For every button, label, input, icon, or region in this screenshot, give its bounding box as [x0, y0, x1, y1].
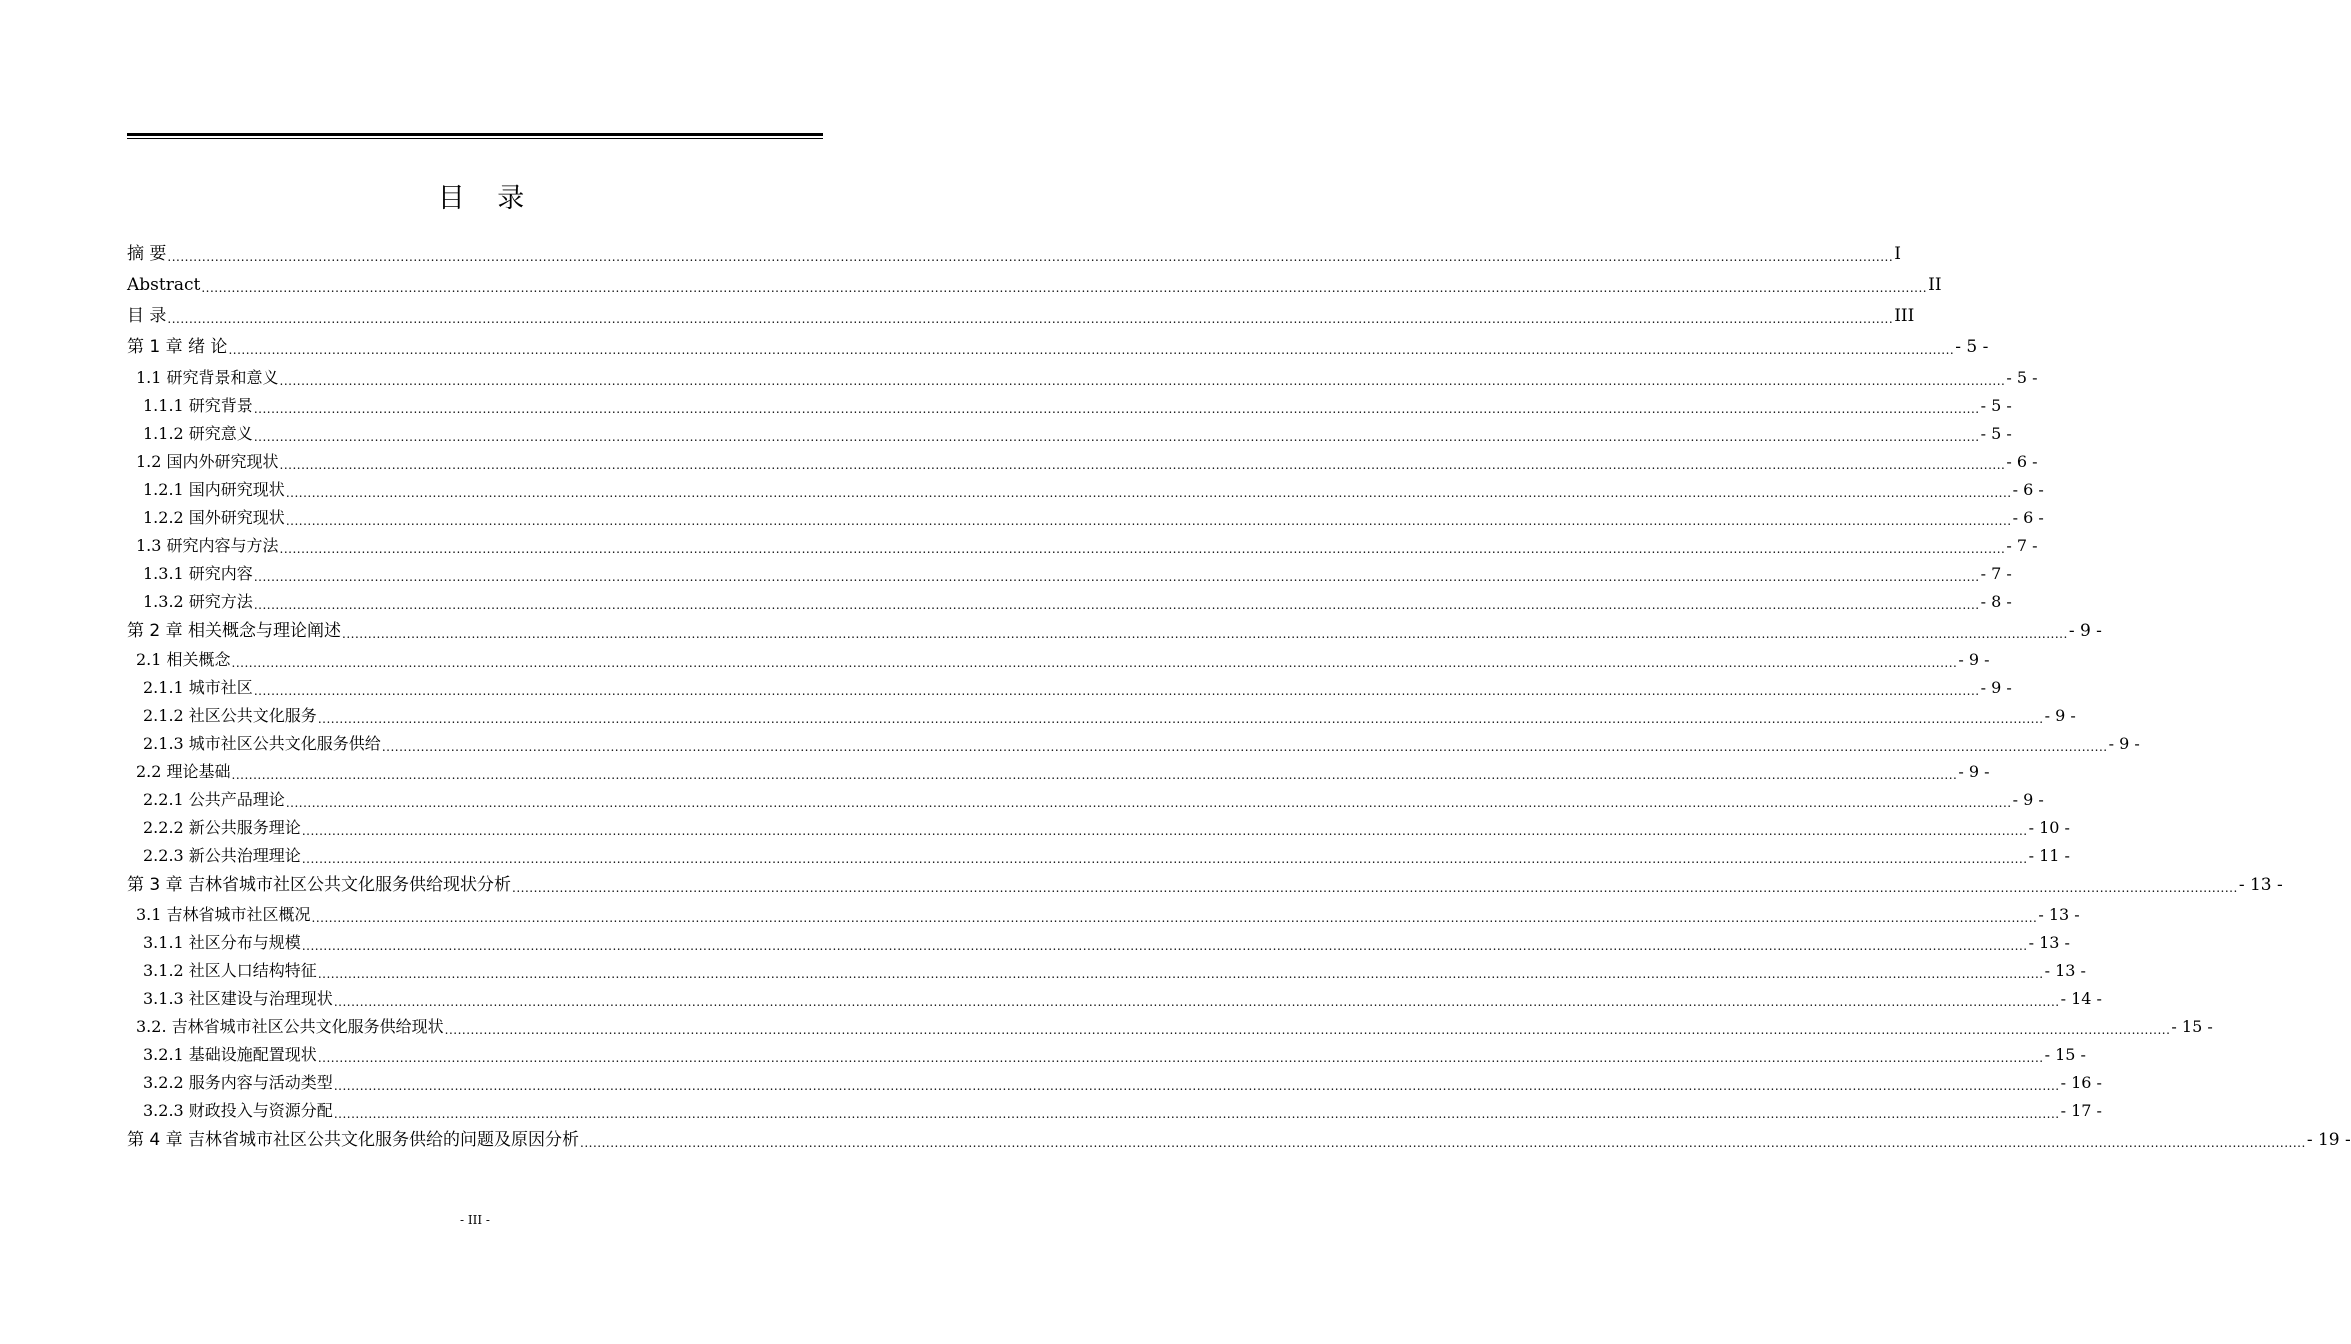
toc-entry[interactable] [127, 1041, 2086, 1065]
toc-dot-leader: ................................................................................................................................................................................................................................................................................................................................................................................................................ [301, 939, 2028, 953]
toc-entry[interactable] [127, 271, 1942, 295]
toc-dot-leader: ................................................................................................................................................................................................................................................................................................................................................................................................................ [301, 852, 2028, 866]
toc-dot-leader: ................................................................................................................................................................................................................................................................................................................................................................................................................ [253, 430, 1980, 444]
toc-entry[interactable] [127, 302, 1915, 326]
toc-entry[interactable] [127, 617, 2102, 641]
toc-dot-leader: ................................................................................................................................................................................................................................................................................................................................................................................................................ [317, 1051, 2044, 1065]
toc-entry-label: 1.2.1 国内研究现状 [143, 480, 285, 499]
toc-entry-label: 1.1.2 研究意义 [143, 424, 253, 443]
toc-entry[interactable] [127, 448, 2038, 472]
toc-dot-leader: ................................................................................................................................................................................................................................................................................................................................................................................................................ [285, 796, 2012, 810]
header-rule-thick [127, 133, 823, 136]
toc-entry-page: - 9 - [1958, 650, 1990, 669]
toc-entry[interactable] [127, 1013, 2213, 1037]
toc-entry-label: 3.1.3 社区建设与治理现状 [143, 989, 333, 1008]
toc-entry-page: - 9 - [2012, 790, 2044, 809]
toc-entry[interactable] [127, 871, 2283, 895]
toc-entry-label: 2.2.1 公共产品理论 [143, 790, 285, 809]
toc-dot-leader: ................................................................................................................................................................................................................................................................................................................................................................................................................ [342, 627, 2068, 641]
toc-entry-page: III [1894, 306, 1915, 326]
toc-entry-page: - 9 - [2044, 706, 2076, 725]
toc-entry-label: Abstract [127, 275, 201, 295]
toc-dot-leader: ................................................................................................................................................................................................................................................................................................................................................................................................................ [580, 1136, 2306, 1150]
toc-entry[interactable] [127, 333, 1989, 357]
toc-entry[interactable] [127, 901, 2080, 925]
toc-dot-leader: ................................................................................................................................................................................................................................................................................................................................................................................................................ [285, 486, 2012, 500]
toc-entry-label: 3.1 吉林省城市社区概况 [136, 905, 311, 924]
toc-entry-page: - 11 - [2028, 846, 2070, 865]
toc-entry[interactable] [127, 560, 2012, 584]
header-rule-thin [127, 138, 823, 139]
toc-entry-label: 第 1 章 绪 论 [127, 337, 228, 357]
toc-entry-label: 3.2. 吉林省城市社区公共文化服务供给现状 [136, 1017, 444, 1036]
toc-entry-label: 1.1 研究背景和意义 [136, 368, 279, 387]
toc-entry-page: - 15 - [2044, 1045, 2086, 1064]
toc-entry[interactable] [127, 532, 2038, 556]
toc-entry-page: - 5 - [1980, 424, 2012, 443]
toc-entry-page: - 5 - [1980, 396, 2012, 415]
toc-dot-leader: ................................................................................................................................................................................................................................................................................................................................................................................................................ [253, 598, 1980, 612]
toc-entry-page: - 15 - [2171, 1017, 2213, 1036]
toc-entry-page: - 8 - [1980, 592, 2012, 611]
toc-entry-page: - 7 - [1980, 564, 2012, 583]
toc-entry-page: - 9 - [1980, 678, 2012, 697]
toc-entry-label: 3.2.3 财政投入与资源分配 [143, 1101, 333, 1120]
toc-dot-leader: ................................................................................................................................................................................................................................................................................................................................................................................................................ [311, 911, 2038, 925]
toc-dot-leader: ................................................................................................................................................................................................................................................................................................................................................................................................................ [279, 458, 2006, 472]
toc-entry[interactable] [127, 786, 2044, 810]
toc-entry[interactable] [127, 929, 2070, 953]
toc-dot-leader: ................................................................................................................................................................................................................................................................................................................................................................................................................ [317, 967, 2044, 981]
toc-entry[interactable] [127, 985, 2102, 1009]
toc-entry-page: - 10 - [2028, 818, 2070, 837]
toc-entry-label: 3.2.1 基础设施配置现状 [143, 1045, 317, 1064]
toc-dot-leader: ................................................................................................................................................................................................................................................................................................................................................................................................................ [253, 684, 1980, 698]
toc-entry-page: - 19 - [2306, 1130, 2351, 1150]
toc-entry-label: 第 3 章 吉林省城市社区公共文化服务供给现状分析 [127, 875, 512, 895]
toc-entry[interactable] [127, 758, 1990, 782]
toc-entry-label: 1.2.2 国外研究现状 [143, 508, 285, 527]
toc-entry[interactable] [127, 702, 2076, 726]
toc-dot-leader: ................................................................................................................................................................................................................................................................................................................................................................................................................ [253, 402, 1980, 416]
toc-entry-label: 2.2 理论基础 [136, 762, 231, 781]
toc-dot-leader: ................................................................................................................................................................................................................................................................................................................................................................................................................ [333, 1079, 2060, 1093]
toc-entry-page: I [1894, 244, 1901, 264]
toc-entry-page: - 13 - [2028, 933, 2070, 952]
toc-entry-label: 3.2.2 服务内容与活动类型 [143, 1073, 333, 1092]
toc-entry-page: - 5 - [2006, 368, 2038, 387]
toc-entry[interactable] [127, 420, 2012, 444]
toc-entry[interactable] [127, 1097, 2102, 1121]
toc-entry-label: 1.3 研究内容与方法 [136, 536, 279, 555]
toc-entry-page: - 9 - [2068, 621, 2102, 641]
toc-entry-page: - 13 - [2238, 875, 2283, 895]
toc-entry[interactable] [127, 1069, 2102, 1093]
toc-entry[interactable] [127, 646, 1990, 670]
toc-entry-page: - 6 - [2006, 452, 2038, 471]
toc-entry[interactable] [127, 240, 1901, 264]
toc-dot-leader: ................................................................................................................................................................................................................................................................................................................................................................................................................ [279, 374, 2006, 388]
toc-dot-leader: ................................................................................................................................................................................................................................................................................................................................................................................................................ [201, 281, 1928, 295]
toc-entry-page: - 6 - [2012, 508, 2044, 527]
toc-entry[interactable] [127, 814, 2070, 838]
toc-entry[interactable] [127, 957, 2086, 981]
toc-entry-label: 2.2.3 新公共治理理论 [143, 846, 301, 865]
toc-entry-label: 2.1.2 社区公共文化服务 [143, 706, 317, 725]
toc-entry-page: - 13 - [2044, 961, 2086, 980]
page-number-footer: - III - [460, 1213, 490, 1227]
toc-dot-leader: ................................................................................................................................................................................................................................................................................................................................................................................................................ [301, 824, 2028, 838]
toc-entry[interactable] [127, 842, 2070, 866]
toc-dot-leader: ................................................................................................................................................................................................................................................................................................................................................................................................................ [381, 740, 2108, 754]
toc-entry[interactable] [127, 364, 2038, 388]
toc-entry-page: - 16 - [2060, 1073, 2102, 1092]
toc-entry-page: - 5 - [1955, 337, 1989, 357]
toc-entry-page: - 7 - [2006, 536, 2038, 555]
toc-entry-label: 1.1.1 研究背景 [143, 396, 253, 415]
toc-entry-label: 第 4 章 吉林省城市社区公共文化服务供给的问题及原因分析 [127, 1130, 580, 1150]
toc-entry[interactable] [127, 588, 2012, 612]
toc-entry-label: 第 2 章 相关概念与理论阐述 [127, 621, 342, 641]
toc-entry[interactable] [127, 730, 2140, 754]
toc-entry[interactable] [127, 1126, 2351, 1150]
toc-dot-leader: ................................................................................................................................................................................................................................................................................................................................................................................................................ [231, 768, 1958, 782]
toc-entry-page: II [1928, 275, 1942, 295]
toc-entry-page: - 9 - [2108, 734, 2140, 753]
toc-dot-leader: ................................................................................................................................................................................................................................................................................................................................................................................................................ [231, 656, 1958, 670]
toc-entry-label: 1.3.1 研究内容 [143, 564, 253, 583]
toc-dot-leader: ................................................................................................................................................................................................................................................................................................................................................................................................................ [317, 712, 2044, 726]
toc-dot-leader: ................................................................................................................................................................................................................................................................................................................................................................................................................ [279, 542, 2006, 556]
toc-entry[interactable] [127, 504, 2044, 528]
toc-entry-label: 3.1.2 社区人口结构特征 [143, 961, 317, 980]
toc-entry-label: 摘 要 [127, 244, 167, 264]
toc-dot-leader: ................................................................................................................................................................................................................................................................................................................................................................................................................ [333, 1107, 2060, 1121]
toc-entry-label: 1.3.2 研究方法 [143, 592, 253, 611]
toc-entry-page: - 17 - [2060, 1101, 2102, 1120]
toc-dot-leader: ................................................................................................................................................................................................................................................................................................................................................................................................................ [167, 250, 1894, 264]
toc-entry-label: 2.1 相关概念 [136, 650, 231, 669]
page-title: 目 录 [437, 183, 537, 214]
toc-dot-leader: ................................................................................................................................................................................................................................................................................................................................................................................................................ [167, 312, 1894, 326]
toc-dot-leader: ................................................................................................................................................................................................................................................................................................................................................................................................................ [512, 881, 2238, 895]
toc-entry-label: 2.2.2 新公共服务理论 [143, 818, 301, 837]
toc-entry-page: - 9 - [1958, 762, 1990, 781]
toc-entry-page: - 13 - [2038, 905, 2080, 924]
toc-dot-leader: ................................................................................................................................................................................................................................................................................................................................................................................................................ [253, 570, 1980, 584]
toc-entry-label: 目 录 [127, 306, 167, 326]
toc-entry-label: 2.1.3 城市社区公共文化服务供给 [143, 734, 381, 753]
toc-dot-leader: ................................................................................................................................................................................................................................................................................................................................................................................................................ [228, 343, 1955, 357]
toc-entry[interactable] [127, 674, 2012, 698]
toc-dot-leader: ................................................................................................................................................................................................................................................................................................................................................................................................................ [333, 995, 2060, 1009]
toc-entry[interactable] [127, 392, 2012, 416]
toc-dot-leader: ................................................................................................................................................................................................................................................................................................................................................................................................................ [285, 514, 2012, 528]
toc-entry-label: 3.1.1 社区分布与规模 [143, 933, 301, 952]
toc-entry-label: 1.2 国内外研究现状 [136, 452, 279, 471]
toc-entry-page: - 14 - [2060, 989, 2102, 1008]
toc-dot-leader: ................................................................................................................................................................................................................................................................................................................................................................................................................ [444, 1023, 2171, 1037]
toc-entry[interactable] [127, 476, 2044, 500]
toc-entry-page: - 6 - [2012, 480, 2044, 499]
toc-entry-label: 2.1.1 城市社区 [143, 678, 253, 697]
